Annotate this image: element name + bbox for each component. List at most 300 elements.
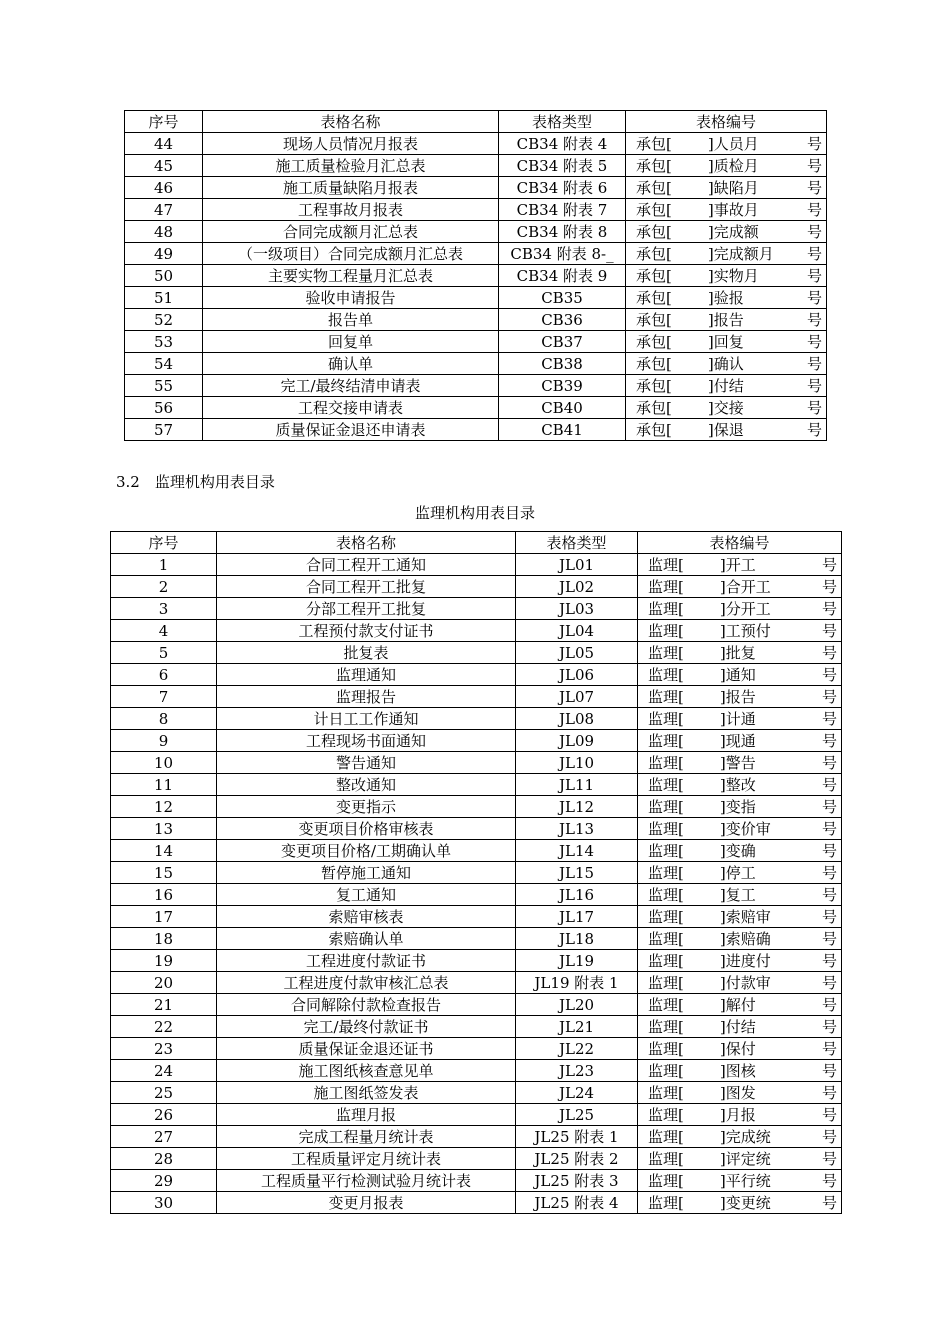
code-suffix: 号 xyxy=(821,995,837,1014)
header-row xyxy=(125,111,827,133)
cell-name: 合同解除付款检查报告 xyxy=(217,994,516,1016)
cell-type: JL19 xyxy=(516,950,638,972)
cell-code xyxy=(638,950,842,972)
code-prefix: 监理[ xyxy=(648,1105,684,1124)
cell-no: 1 xyxy=(111,554,217,576)
cell-code xyxy=(638,554,842,576)
table-row xyxy=(111,906,842,928)
cell-no: 23 xyxy=(111,1038,217,1060)
table-row xyxy=(125,397,827,419)
cell-no: 30 xyxy=(111,1192,217,1214)
table-row xyxy=(111,884,842,906)
cell-name: 工程现场书面通知 xyxy=(217,730,516,752)
code-prefix: 监理[ xyxy=(648,929,684,948)
table-row xyxy=(125,199,827,221)
code-suffix: 号 xyxy=(821,709,837,728)
cell-name: 批复表 xyxy=(217,642,516,664)
code-text: ]整改 xyxy=(719,775,756,794)
table-row xyxy=(111,1148,842,1170)
cell-type: JL12 xyxy=(516,796,638,818)
table-row xyxy=(111,1016,842,1038)
cell-type: CB37 xyxy=(499,331,626,353)
table-row xyxy=(111,818,842,840)
code-prefix: 承包[ xyxy=(636,244,672,263)
cell-no: 22 xyxy=(111,1016,217,1038)
cell-name: 暂停施工通知 xyxy=(217,862,516,884)
code-text: ]分开工 xyxy=(719,599,771,618)
cell-name: 工程交接申请表 xyxy=(203,397,499,419)
cell-name: 工程事故月报表 xyxy=(203,199,499,221)
code-suffix: 号 xyxy=(806,178,822,197)
cell-type: JL10 xyxy=(516,752,638,774)
cell-name: 工程预付款支付证书 xyxy=(217,620,516,642)
table-row xyxy=(125,375,827,397)
code-suffix: 号 xyxy=(821,885,837,904)
cell-name: 变更项目价格审核表 xyxy=(217,818,516,840)
header-name: 表格名称 xyxy=(217,532,516,554)
cell-code xyxy=(626,397,827,419)
cell-type: JL16 xyxy=(516,884,638,906)
table-row xyxy=(125,419,827,441)
cell-no: 19 xyxy=(111,950,217,972)
cell-name: 变更月报表 xyxy=(217,1192,516,1214)
cell-name: 变更项目价格/工期确认单 xyxy=(217,840,516,862)
table-row xyxy=(125,309,827,331)
cell-type: JL18 xyxy=(516,928,638,950)
cell-type: JL21 xyxy=(516,1016,638,1038)
code-prefix: 监理[ xyxy=(648,973,684,992)
code-text: ]保付 xyxy=(719,1039,756,1058)
code-prefix: 承包[ xyxy=(636,310,672,329)
cell-name: 现场人员情况月报表 xyxy=(203,133,499,155)
code-text: ]解付 xyxy=(719,995,756,1014)
code-suffix: 号 xyxy=(806,354,822,373)
cell-code xyxy=(626,265,827,287)
table-row xyxy=(125,353,827,375)
cell-name: 质量保证金退还证书 xyxy=(217,1038,516,1060)
cell-code xyxy=(638,730,842,752)
cell-type: JL01 xyxy=(516,554,638,576)
table-row xyxy=(111,1060,842,1082)
cell-no: 2 xyxy=(111,576,217,598)
code-text: ]图发 xyxy=(719,1083,756,1102)
code-prefix: 监理[ xyxy=(648,555,684,574)
cell-code xyxy=(638,1170,842,1192)
code-prefix: 承包[ xyxy=(636,376,672,395)
code-suffix: 号 xyxy=(821,775,837,794)
cell-no: 29 xyxy=(111,1170,217,1192)
cell-code xyxy=(638,928,842,950)
code-text: ]完成额月 xyxy=(707,244,774,263)
code-prefix: 承包[ xyxy=(636,288,672,307)
header-code: 表格编号 xyxy=(626,111,827,133)
cell-name: 工程进度付款审核汇总表 xyxy=(217,972,516,994)
cell-code xyxy=(638,1126,842,1148)
code-suffix: 号 xyxy=(821,929,837,948)
code-prefix: 承包[ xyxy=(636,156,672,175)
code-prefix: 监理[ xyxy=(648,1127,684,1146)
table-row xyxy=(111,928,842,950)
cell-code xyxy=(638,994,842,1016)
code-text: ]保退 xyxy=(707,420,744,439)
cell-code xyxy=(638,620,842,642)
code-text: ]实物月 xyxy=(707,266,759,285)
table-row xyxy=(125,221,827,243)
table-row xyxy=(111,642,842,664)
header-name: 表格名称 xyxy=(203,111,499,133)
cell-code xyxy=(638,576,842,598)
header-type: 表格类型 xyxy=(516,532,638,554)
cell-no: 45 xyxy=(125,155,203,177)
header-no: 序号 xyxy=(125,111,203,133)
code-prefix: 承包[ xyxy=(636,420,672,439)
cell-no: 5 xyxy=(111,642,217,664)
cell-name: 工程进度付款证书 xyxy=(217,950,516,972)
cell-no: 44 xyxy=(125,133,203,155)
table-row xyxy=(111,994,842,1016)
cell-type: JL25 附表 4 xyxy=(516,1192,638,1214)
cell-code xyxy=(626,133,827,155)
supervision-forms-table xyxy=(110,531,842,1214)
cell-type: JL13 xyxy=(516,818,638,840)
code-prefix: 监理[ xyxy=(648,819,684,838)
table-row xyxy=(111,774,842,796)
code-prefix: 监理[ xyxy=(648,1083,684,1102)
table-row xyxy=(111,972,842,994)
cell-type: CB34 附表 6 xyxy=(499,177,626,199)
cell-name: 工程质量评定月统计表 xyxy=(217,1148,516,1170)
code-suffix: 号 xyxy=(806,134,822,153)
table-row xyxy=(111,862,842,884)
code-suffix: 号 xyxy=(806,420,822,439)
code-prefix: 承包[ xyxy=(636,134,672,153)
cell-type: JL04 xyxy=(516,620,638,642)
cell-name: 分部工程开工批复 xyxy=(217,598,516,620)
cell-no: 21 xyxy=(111,994,217,1016)
header-type: 表格类型 xyxy=(499,111,626,133)
code-text: ]批复 xyxy=(719,643,756,662)
code-prefix: 监理[ xyxy=(648,599,684,618)
table-row xyxy=(111,752,842,774)
cell-no: 50 xyxy=(125,265,203,287)
cell-code xyxy=(626,221,827,243)
code-suffix: 号 xyxy=(806,288,822,307)
cell-code xyxy=(638,1148,842,1170)
table-row xyxy=(111,1126,842,1148)
cell-name: 报告单 xyxy=(203,309,499,331)
cell-code xyxy=(626,199,827,221)
cell-name: 施工图纸核查意见单 xyxy=(217,1060,516,1082)
cell-name: 合同完成额月汇总表 xyxy=(203,221,499,243)
code-suffix: 号 xyxy=(821,643,837,662)
cell-name: 索赔审核表 xyxy=(217,906,516,928)
code-suffix: 号 xyxy=(806,398,822,417)
table-row xyxy=(111,840,842,862)
cell-type: CB38 xyxy=(499,353,626,375)
code-text: ]变更统 xyxy=(719,1193,771,1212)
cell-type: CB34 附表 5 xyxy=(499,155,626,177)
table-row xyxy=(111,1038,842,1060)
code-prefix: 监理[ xyxy=(648,1039,684,1058)
cell-code xyxy=(638,1192,842,1214)
code-suffix: 号 xyxy=(806,310,822,329)
cell-code xyxy=(638,664,842,686)
code-suffix: 号 xyxy=(821,863,837,882)
code-text: ]事故月 xyxy=(707,200,759,219)
cell-type: JL08 xyxy=(516,708,638,730)
contractor-forms-table xyxy=(124,110,827,441)
table-row xyxy=(111,1082,842,1104)
cell-type: CB41 xyxy=(499,419,626,441)
cell-type: JL06 xyxy=(516,664,638,686)
code-suffix: 号 xyxy=(821,1061,837,1080)
cell-name: 工程质量平行检测试验月统计表 xyxy=(217,1170,516,1192)
cell-code xyxy=(638,686,842,708)
code-suffix: 号 xyxy=(806,200,822,219)
code-prefix: 监理[ xyxy=(648,885,684,904)
code-suffix: 号 xyxy=(821,973,837,992)
cell-no: 28 xyxy=(111,1148,217,1170)
code-suffix: 号 xyxy=(821,599,837,618)
cell-no: 51 xyxy=(125,287,203,309)
cell-no: 14 xyxy=(111,840,217,862)
cell-code xyxy=(626,287,827,309)
code-suffix: 号 xyxy=(821,665,837,684)
code-prefix: 监理[ xyxy=(648,753,684,772)
cell-type: JL20 xyxy=(516,994,638,1016)
code-text: ]通知 xyxy=(719,665,756,684)
cell-no: 48 xyxy=(125,221,203,243)
code-prefix: 监理[ xyxy=(648,709,684,728)
code-text: ]回复 xyxy=(707,332,744,351)
code-text: ]付结 xyxy=(707,376,744,395)
code-text: ]质检月 xyxy=(707,156,759,175)
code-suffix: 号 xyxy=(821,1149,837,1168)
code-prefix: 监理[ xyxy=(648,951,684,970)
cell-type: CB36 xyxy=(499,309,626,331)
cell-type: JL11 xyxy=(516,774,638,796)
cell-code xyxy=(638,1016,842,1038)
cell-name: 监理报告 xyxy=(217,686,516,708)
code-suffix: 号 xyxy=(821,907,837,926)
cell-code xyxy=(626,177,827,199)
cell-code xyxy=(638,752,842,774)
code-text: ]评定统 xyxy=(719,1149,771,1168)
cell-type: JL03 xyxy=(516,598,638,620)
cell-type: CB34 附表 7 xyxy=(499,199,626,221)
cell-no: 11 xyxy=(111,774,217,796)
code-prefix: 承包[ xyxy=(636,398,672,417)
code-prefix: 监理[ xyxy=(648,687,684,706)
cell-name: 计日工工作通知 xyxy=(217,708,516,730)
cell-no: 8 xyxy=(111,708,217,730)
cell-type: CB39 xyxy=(499,375,626,397)
cell-code xyxy=(638,1104,842,1126)
code-text: ]索赔确 xyxy=(719,929,771,948)
code-text: ]完成统 xyxy=(719,1127,771,1146)
cell-code xyxy=(638,1060,842,1082)
cell-no: 18 xyxy=(111,928,217,950)
cell-type: JL07 xyxy=(516,686,638,708)
code-text: ]交接 xyxy=(707,398,744,417)
code-suffix: 号 xyxy=(806,156,822,175)
cell-code xyxy=(626,419,827,441)
table-row xyxy=(111,686,842,708)
cell-name: 监理通知 xyxy=(217,664,516,686)
cell-type: JL15 xyxy=(516,862,638,884)
cell-name: 合同工程开工批复 xyxy=(217,576,516,598)
code-suffix: 号 xyxy=(821,1105,837,1124)
table-row xyxy=(125,133,827,155)
cell-code xyxy=(638,972,842,994)
cell-no: 55 xyxy=(125,375,203,397)
cell-code xyxy=(626,155,827,177)
cell-type: JL25 xyxy=(516,1104,638,1126)
code-prefix: 承包[ xyxy=(636,266,672,285)
code-suffix: 号 xyxy=(821,951,837,970)
code-text: ]进度付 xyxy=(719,951,771,970)
cell-no: 25 xyxy=(111,1082,217,1104)
code-prefix: 监理[ xyxy=(648,577,684,596)
cell-code xyxy=(638,598,842,620)
cell-no: 47 xyxy=(125,199,203,221)
code-text: ]变确 xyxy=(719,841,756,860)
cell-type: JL25 附表 3 xyxy=(516,1170,638,1192)
cell-name: 整改通知 xyxy=(217,774,516,796)
code-text: ]现通 xyxy=(719,731,756,750)
code-suffix: 号 xyxy=(821,1171,837,1190)
table-row xyxy=(111,1104,842,1126)
header-row xyxy=(111,532,842,554)
cell-name: 变更指示 xyxy=(217,796,516,818)
cell-type: JL25 附表 1 xyxy=(516,1126,638,1148)
cell-no: 27 xyxy=(111,1126,217,1148)
cell-no: 4 xyxy=(111,620,217,642)
cell-type: CB34 附表 8 xyxy=(499,221,626,243)
cell-name: 监理月报 xyxy=(217,1104,516,1126)
cell-no: 7 xyxy=(111,686,217,708)
code-text: ]报告 xyxy=(707,310,744,329)
code-prefix: 承包[ xyxy=(636,332,672,351)
cell-name: 合同工程开工通知 xyxy=(217,554,516,576)
table-title: 监理机构用表目录 xyxy=(414,504,535,522)
cell-type: JL05 xyxy=(516,642,638,664)
table-row xyxy=(111,664,842,686)
cell-name: 质量保证金退还申请表 xyxy=(203,419,499,441)
code-suffix: 号 xyxy=(821,819,837,838)
code-suffix: 号 xyxy=(821,841,837,860)
code-suffix: 号 xyxy=(821,731,837,750)
cell-name: 完工/最终付款证书 xyxy=(217,1016,516,1038)
code-prefix: 承包[ xyxy=(636,222,672,241)
code-prefix: 监理[ xyxy=(648,1017,684,1036)
cell-no: 9 xyxy=(111,730,217,752)
cell-code xyxy=(626,375,827,397)
cell-code xyxy=(626,243,827,265)
code-text: ]月报 xyxy=(719,1105,756,1124)
code-text: ]索赔审 xyxy=(719,907,771,926)
code-prefix: 监理[ xyxy=(648,1149,684,1168)
table-row xyxy=(125,331,827,353)
code-text: ]确认 xyxy=(707,354,744,373)
table-row xyxy=(111,730,842,752)
table-row xyxy=(125,177,827,199)
cell-name: 主要实物工程量月汇总表 xyxy=(203,265,499,287)
code-suffix: 号 xyxy=(821,753,837,772)
code-suffix: 号 xyxy=(806,332,822,351)
code-text: ]平行统 xyxy=(719,1171,771,1190)
code-text: ]人员月 xyxy=(707,134,759,153)
code-text: ]工预付 xyxy=(719,621,771,640)
cell-type: JL19 附表 1 xyxy=(516,972,638,994)
cell-type: JL17 xyxy=(516,906,638,928)
code-prefix: 监理[ xyxy=(648,1193,684,1212)
cell-code xyxy=(638,840,842,862)
cell-type: JL24 xyxy=(516,1082,638,1104)
cell-type: JL25 附表 2 xyxy=(516,1148,638,1170)
cell-type: CB34 附表 8-_ xyxy=(499,243,626,265)
cell-no: 16 xyxy=(111,884,217,906)
cell-code xyxy=(638,818,842,840)
cell-name: 索赔确认单 xyxy=(217,928,516,950)
cell-no: 53 xyxy=(125,331,203,353)
code-suffix: 号 xyxy=(821,1127,837,1146)
cell-no: 17 xyxy=(111,906,217,928)
header-no: 序号 xyxy=(111,532,217,554)
cell-type: JL09 xyxy=(516,730,638,752)
cell-no: 24 xyxy=(111,1060,217,1082)
table-row xyxy=(125,155,827,177)
table-row xyxy=(111,598,842,620)
code-prefix: 承包[ xyxy=(636,200,672,219)
table-row xyxy=(111,708,842,730)
code-text: ]计通 xyxy=(719,709,756,728)
code-prefix: 承包[ xyxy=(636,178,672,197)
cell-code xyxy=(638,906,842,928)
cell-code xyxy=(638,1082,842,1104)
cell-name: 回复单 xyxy=(203,331,499,353)
code-suffix: 号 xyxy=(821,797,837,816)
code-prefix: 监理[ xyxy=(648,797,684,816)
cell-name: 完工/最终结清申请表 xyxy=(203,375,499,397)
code-text: ]警告 xyxy=(719,753,756,772)
code-text: ]付款审 xyxy=(719,973,771,992)
cell-no: 6 xyxy=(111,664,217,686)
cell-name: （一级项目）合同完成额月汇总表 xyxy=(203,243,499,265)
cell-code xyxy=(626,309,827,331)
cell-code xyxy=(638,642,842,664)
code-text: ]变价审 xyxy=(719,819,771,838)
cell-no: 13 xyxy=(111,818,217,840)
header-code: 表格编号 xyxy=(638,532,842,554)
code-suffix: 号 xyxy=(806,376,822,395)
table-row xyxy=(111,796,842,818)
code-prefix: 承包[ xyxy=(636,354,672,373)
code-suffix: 号 xyxy=(821,687,837,706)
cell-no: 10 xyxy=(111,752,217,774)
cell-type: CB35 xyxy=(499,287,626,309)
code-suffix: 号 xyxy=(806,222,822,241)
cell-type: CB34 附表 4 xyxy=(499,133,626,155)
section-heading: 3.2 监理机构用表目录 xyxy=(116,473,275,491)
code-prefix: 监理[ xyxy=(648,1061,684,1080)
code-text: ]付结 xyxy=(719,1017,756,1036)
cell-code xyxy=(638,796,842,818)
code-suffix: 号 xyxy=(821,577,837,596)
cell-no: 46 xyxy=(125,177,203,199)
code-suffix: 号 xyxy=(821,621,837,640)
code-text: ]完成额 xyxy=(707,222,759,241)
